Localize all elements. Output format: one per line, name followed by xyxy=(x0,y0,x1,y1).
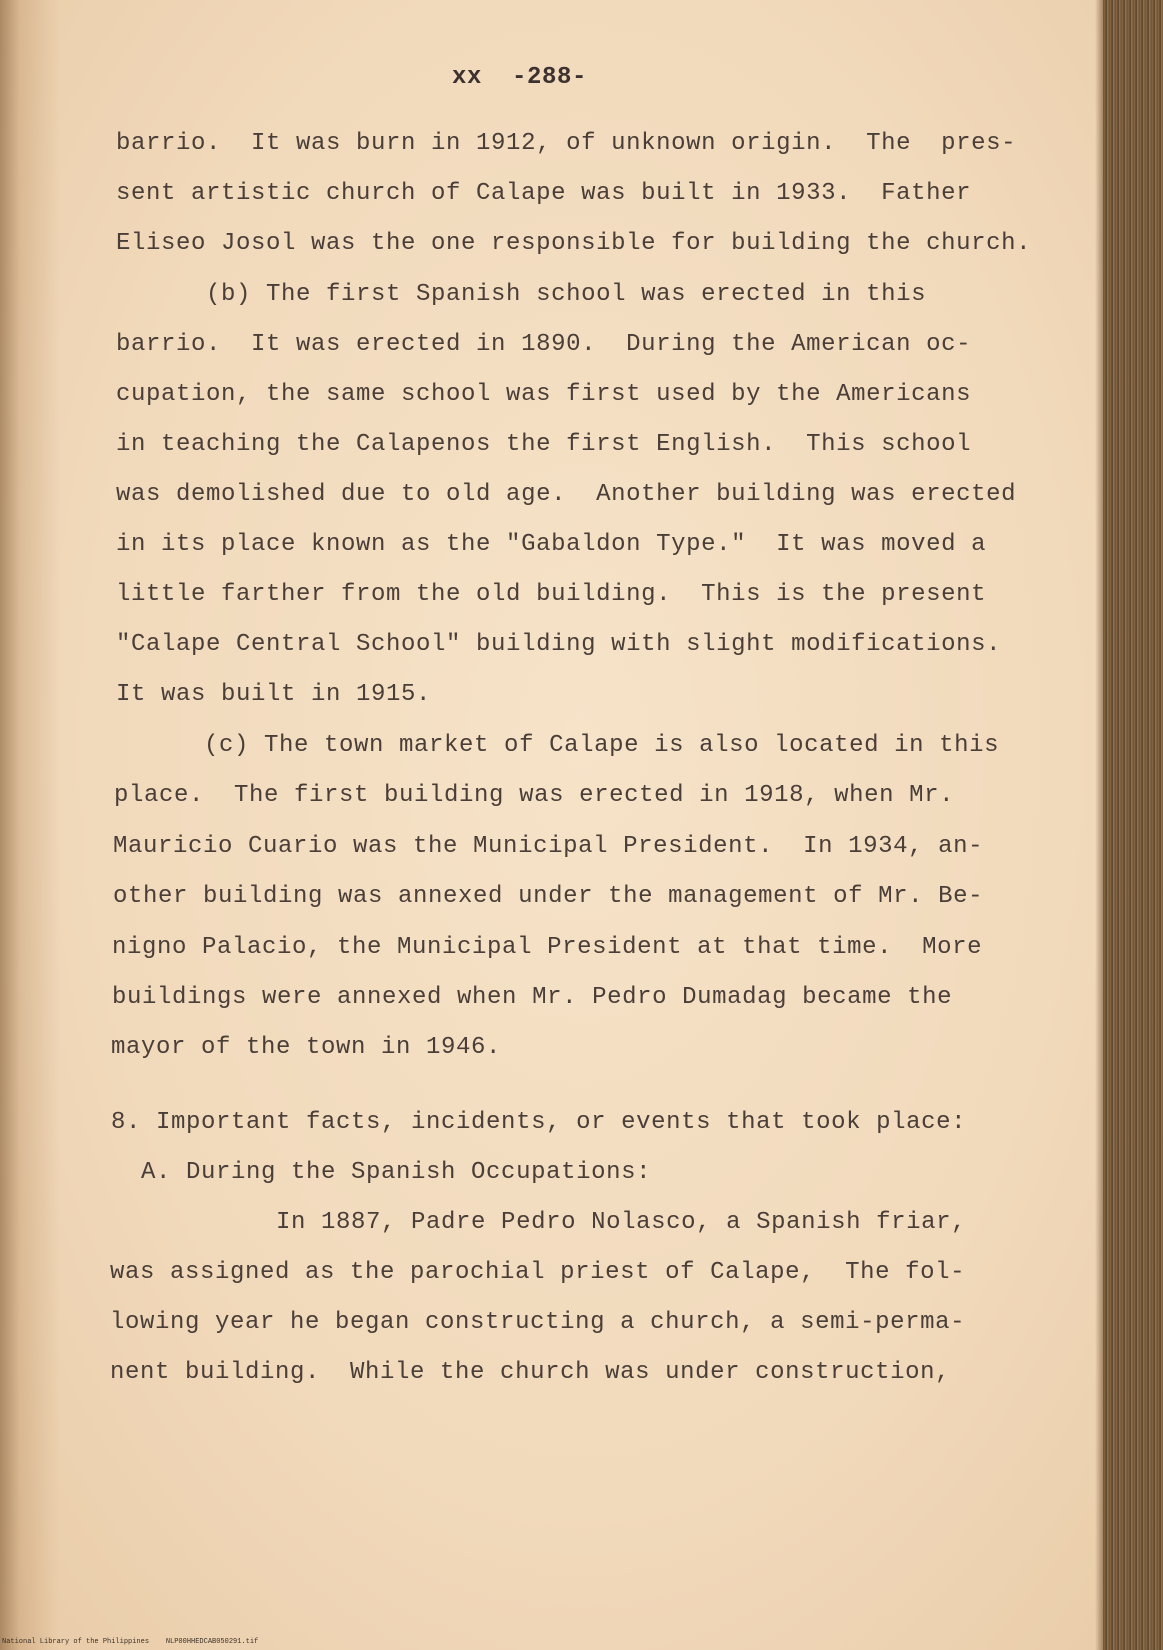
text-line: It was built in 1915. xyxy=(116,681,432,708)
text-line: Mauricio Cuario was the Municipal President. In 1934, an- xyxy=(113,833,984,860)
text-line: nigno Palacio, the Municipal President at that time. More xyxy=(112,934,983,961)
text-line: cupation, the same school was first used by the Americans xyxy=(116,381,972,408)
text-line: nent building. While the church was under construction, xyxy=(110,1359,951,1386)
text-line: little farther from the old building. This is the present xyxy=(116,581,987,608)
text-line: barrio. It was erected in 1890. During the American oc- xyxy=(116,331,972,358)
text-line: other building was annexed under the management of Mr. Be- xyxy=(113,883,984,910)
page-header: xx -288- xyxy=(452,64,588,91)
text-line: mayor of the town in 1946. xyxy=(111,1034,502,1061)
book-spine xyxy=(1103,0,1163,1650)
text-line: place. The first building was erected in 1918, when Mr. xyxy=(114,782,955,809)
binding-shadow xyxy=(1095,0,1103,1650)
text-line: barrio. It was burn in 1912, of unknown origin. The pres- xyxy=(116,130,1017,157)
text-line: was demolished due to old age. Another building was erected xyxy=(116,481,1017,508)
section-heading: 8. Important facts, incidents, or events that took place: xyxy=(111,1109,967,1136)
text-line: Eliseo Josol was the one responsible for building the church. xyxy=(116,230,1032,257)
subsection-heading: A. During the Spanish Occupations: xyxy=(111,1159,652,1186)
scan-footer: National Library of the Philippines NLP00HHEDCAB050291.tif xyxy=(2,1638,259,1646)
text-line: in teaching the Calapenos the first English. This school xyxy=(116,431,972,458)
text-line: sent artistic church of Calape was built in 1933. Father xyxy=(116,180,972,207)
text-line: (c) The town market of Calape is also located in this xyxy=(114,732,1000,759)
text-line: lowing year he began constructing a church, a semi-perma- xyxy=(110,1309,966,1336)
text-line: In 1887, Padre Pedro Nolasco, a Spanish friar, xyxy=(111,1209,967,1236)
text-line: was assigned as the parochial priest of Calape, The fol- xyxy=(110,1259,966,1286)
text-line: in its place known as the "Gabaldon Type." It was moved a xyxy=(116,531,987,558)
text-line: "Calape Central School" building with slight modifications. xyxy=(116,631,1002,658)
text-line: buildings were annexed when Mr. Pedro Dumadag became the xyxy=(112,984,953,1011)
text-line: (b) The first Spanish school was erected in this xyxy=(116,281,927,308)
